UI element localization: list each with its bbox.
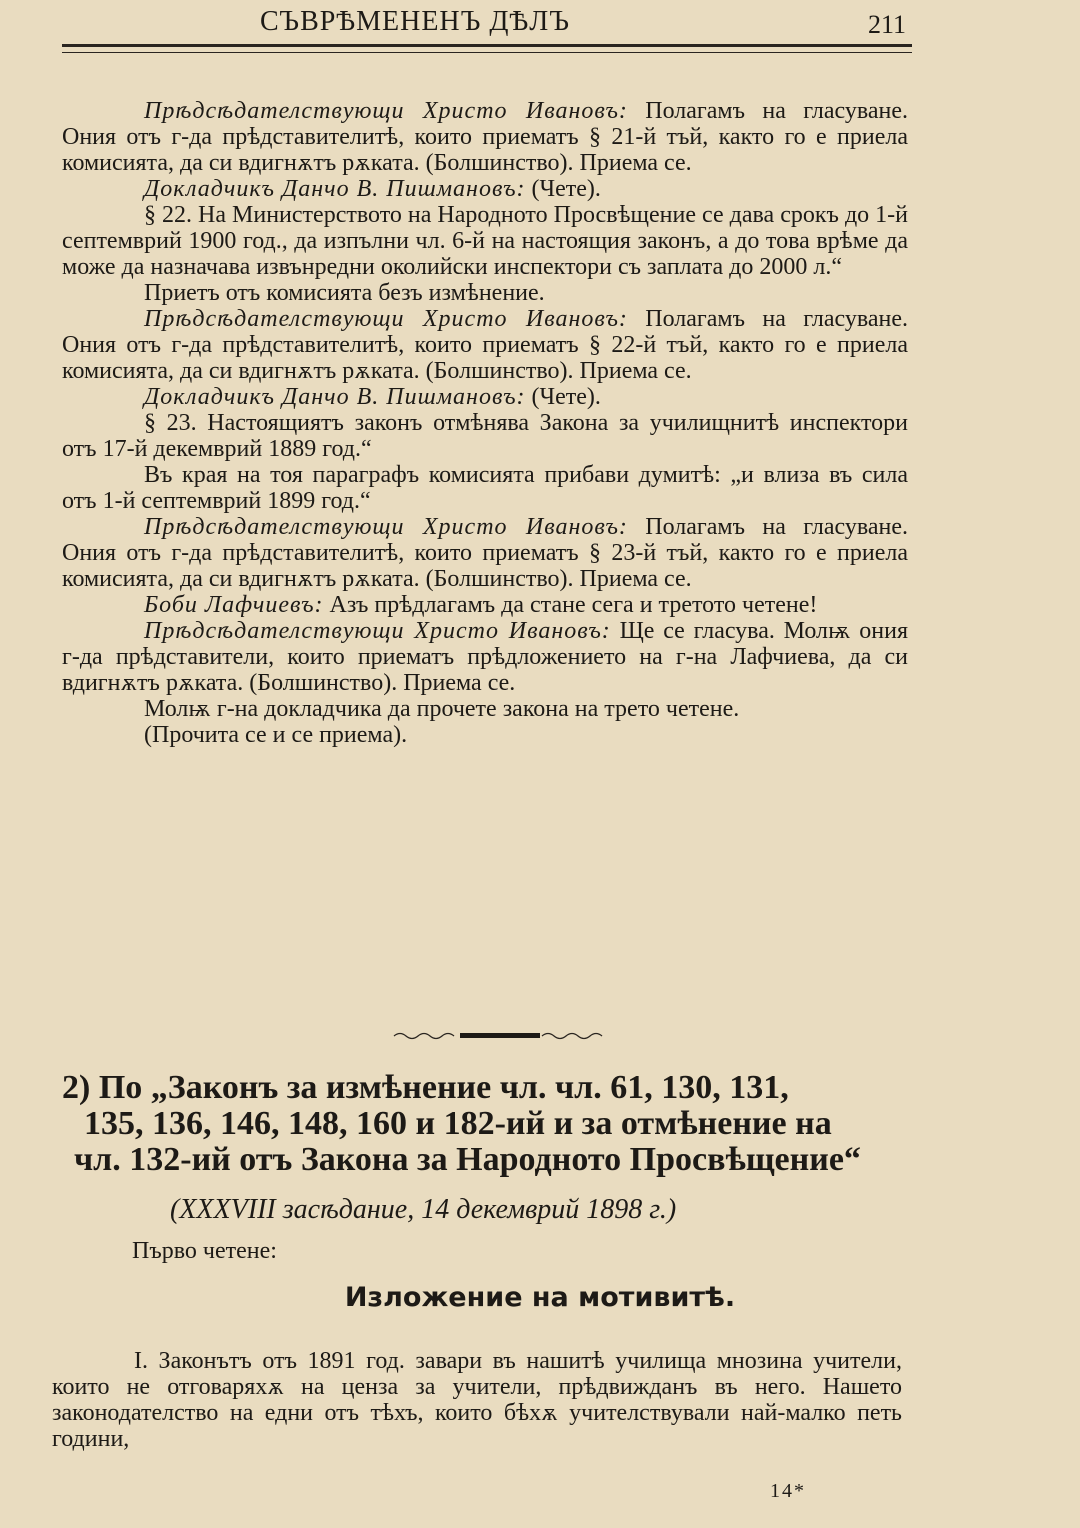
printer-signature: 14* (770, 1480, 806, 1502)
paragraph-text: Ще се гласува. Молѭ ония г-да прѣдставители, които приематъ прѣдложението на г-на Лафчиева, да си вдигнѫтъ рѫката. (Болшинство). Приема се. (62, 618, 908, 696)
paragraph (62, 696, 908, 722)
section-heading-line: 135, 136, 146, 148, 160 и 182-ий и за отмѣнение на (84, 1105, 832, 1142)
paragraph-text: Приетъ отъ комисията безъ измѣнение. (144, 280, 545, 306)
running-title: СЪВРѢМЕНЕНЪ ДѢЛЪ (260, 6, 571, 37)
speaker-name: Прѣдсѣдателствующи Христо Ивановъ: (144, 514, 628, 540)
paragraph-text: (Прочита се и се приема). (144, 722, 408, 748)
speaker-name: Прѣдсѣдателствующи Христо Ивановъ: (144, 618, 611, 644)
paragraph (62, 384, 908, 410)
header-rule-thick (62, 44, 912, 47)
header-rule-thin (62, 52, 912, 53)
paragraph (62, 280, 908, 306)
paragraph (62, 176, 908, 202)
speaker-name: Прѣдсѣдателствующи Христо Ивановъ: (144, 306, 628, 332)
paragraph (62, 722, 908, 748)
paragraph-text: Полагамъ на гласуване. Ония отъ г-да прѣдставителитѣ, които приематъ § 22-й тъй, както го е приела комисията, да си вдигнѫтъ рѫката. (Болшинство). Приема се. (62, 306, 908, 384)
section-divider-ornament (390, 1026, 610, 1044)
paragraph-text: (Чете). (525, 176, 601, 202)
paragraph (62, 462, 908, 514)
speaker-name: Докладчикъ Данчо В. Пишмановъ: (144, 384, 526, 410)
speaker-name: Прѣдсѣдателствующи Христо Ивановъ: (144, 98, 628, 124)
speaker-name: Докладчикъ Данчо В. Пишмановъ: (144, 176, 526, 202)
paragraph-text: § 23. Настоящиятъ законъ отмѣнява Закона за училищнитѣ инспектори отъ 17-й декемврий 1889 год.“ (62, 410, 908, 462)
motives-heading (0, 1282, 1080, 1313)
paragraph (62, 98, 908, 176)
motives-body (52, 1348, 902, 1452)
paragraph (62, 592, 908, 618)
paragraph-text: (Чете). (525, 384, 601, 410)
paragraph (62, 202, 908, 280)
paragraph-text: Полагамъ на гласуване. Ония отъ г-да прѣдставителитѣ, които приематъ § 23-й тъй, както го е приела комисията, да си вдигнѫтъ рѫката. (Болшинство). Приема се. (62, 514, 908, 592)
session-note: (XXXVIII засѣдание, 14 декемврий 1898 г.) (170, 1194, 677, 1225)
paragraph-text: § 22. На Министерството на Народното Просвѣщение се дава срокъ до 1-й септемврий 1900 год., да изпълни чл. 6-й на настоящия законъ, а до това врѣме да може да назначава извънредни околийски инспектори съ заплата до 2000 л.“ (62, 202, 908, 280)
transcript-body (62, 98, 908, 748)
paragraph-text: Въ края на тоя параграфъ комисията прибави думитѣ: „и влиза въ сила отъ 1-й септемврий 1899 год.“ (62, 462, 908, 514)
page-number: 211 (868, 10, 907, 39)
paragraph-text: Молѭ г-на докладчика да прочете закона на трето четене. (144, 696, 740, 722)
first-reading-label: Първо четене: (132, 1238, 277, 1264)
paragraph (62, 306, 908, 384)
paragraph-text: I. Законътъ отъ 1891 год. завари въ нашитѣ училища мнозина учители, които не отговаряхѫ на ценза за учители, прѣдвижданъ въ него. Нашето законодателство на едни отъ тѣхъ, които бѣхѫ учителствували най-малко петь години, (52, 1348, 902, 1452)
paragraph-text: Полагамъ на гласуване. Ония отъ г-да прѣдставителитѣ, които приематъ § 21-й тъй, както го е приела комисията, да си вдигнѫтъ рѫката. (Болшинство). Приема се. (62, 98, 908, 176)
paragraph (62, 618, 908, 696)
section-heading-line: чл. 132-ий отъ Закона за Народното Просвѣщение“ (74, 1141, 861, 1178)
paragraph (62, 514, 908, 592)
speaker-name: Боби Лафчиевъ: (144, 592, 324, 618)
paragraph-text: Азъ прѣдлагамъ да стане сега и третото четене! (323, 592, 818, 618)
section-heading-line: 2) По „Законъ за измѣнение чл. чл. 61, 130, 131, (62, 1069, 789, 1106)
section-heading (62, 1070, 908, 1178)
motives-heading-text: Изложение на мотивитѣ. (344, 1282, 736, 1313)
paragraph (62, 410, 908, 462)
